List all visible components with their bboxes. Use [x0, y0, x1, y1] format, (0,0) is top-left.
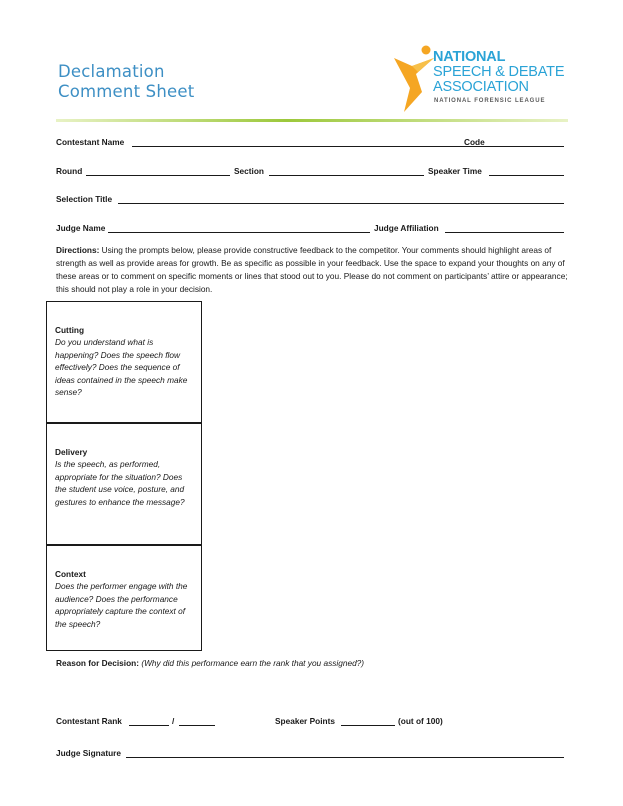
code-field[interactable] [488, 137, 564, 147]
speaker-time-label: Speaker Time [428, 166, 482, 176]
criteria-box-context [46, 545, 202, 651]
row-rank-points [56, 716, 564, 730]
contestant-name-label: Contestant Name [56, 137, 125, 147]
criteria-box-delivery [46, 423, 202, 545]
header-divider [56, 119, 568, 122]
logo-wordmark [433, 50, 564, 95]
row-contestant [56, 137, 564, 151]
rank-separator: / [172, 716, 175, 726]
logo-line-1: NATIONAL [433, 49, 506, 65]
directions-paragraph [56, 244, 568, 296]
rank-total-field[interactable] [179, 716, 215, 726]
row-selection [56, 194, 564, 208]
title-line-2: Comment Sheet [58, 82, 195, 101]
directions-text: Using the prompts below, please provide constructive feedback to the competitor. Your comments should highlight areas of strength as well as provide areas for growth. Be as specific as possible in your feedback. Use the space to expand your thoughts on any of these areas or to comment on specific moments or lines that stood out to you. Please do not comment on participants’ attire or appearance; this should not play a role in your decision. [56, 245, 568, 294]
criteria-box-cutting [46, 301, 202, 423]
code-label: Code [464, 137, 485, 147]
section-label: Section [234, 166, 264, 176]
figure-logo-icon [392, 44, 436, 114]
rank-field[interactable] [129, 716, 169, 726]
page-title [58, 62, 194, 102]
out-of-label: (out of 100) [398, 716, 443, 726]
criteria-label: Cutting [55, 325, 85, 335]
contestant-name-field[interactable] [132, 137, 512, 147]
criteria-label: Delivery [55, 447, 88, 457]
judge-affiliation-field[interactable] [445, 223, 564, 233]
judge-name-label: Judge Name [56, 223, 106, 233]
title-line-1: Declamation [58, 62, 165, 81]
logo-line-2: SPEECH & DEBATE [433, 64, 565, 80]
judge-signature-field[interactable] [126, 748, 564, 758]
criteria-prompt: Is the speech, as performed, appropriate for the situation? Does the student use voice, posture, and gestures to enhance the message? [55, 459, 185, 507]
selection-title-label: Selection Title [56, 194, 113, 204]
speaker-points-label: Speaker Points [275, 716, 335, 726]
criteria-prompt: Does the performer engage with the audience? Does the performance appropriately capture the context of the speech? [55, 581, 188, 629]
section-field[interactable] [269, 166, 424, 176]
round-field[interactable] [86, 166, 230, 176]
judge-name-field[interactable] [108, 223, 370, 233]
speaker-time-field[interactable] [489, 166, 564, 176]
selection-title-field[interactable] [118, 194, 564, 204]
judge-affiliation-label: Judge Affiliation [374, 223, 439, 233]
reason-hint: (Why did this performance earn the rank that you assigned?) [141, 658, 365, 668]
directions-label: Directions: [56, 245, 100, 255]
reason-for-decision [56, 658, 364, 668]
judge-signature-label: Judge Signature [56, 748, 122, 758]
row-signature [56, 748, 564, 762]
nsda-logo [392, 44, 582, 114]
logo-line-3: ASSOCIATION [433, 79, 529, 95]
reason-label: Reason for Decision: [56, 658, 139, 668]
contestant-rank-label: Contestant Rank [56, 716, 122, 726]
criteria-prompt: Do you understand what is happening? Does the speech flow effectively? Does the sequence of ideas contained in the speech make sense? [55, 337, 188, 397]
logo-subtitle: NATIONAL FORENSIC LEAGUE [434, 98, 546, 104]
row-round [56, 166, 564, 180]
criteria-label: Context [55, 569, 86, 579]
row-judge [56, 223, 564, 237]
speaker-points-field[interactable] [341, 716, 395, 726]
round-label: Round [56, 166, 83, 176]
